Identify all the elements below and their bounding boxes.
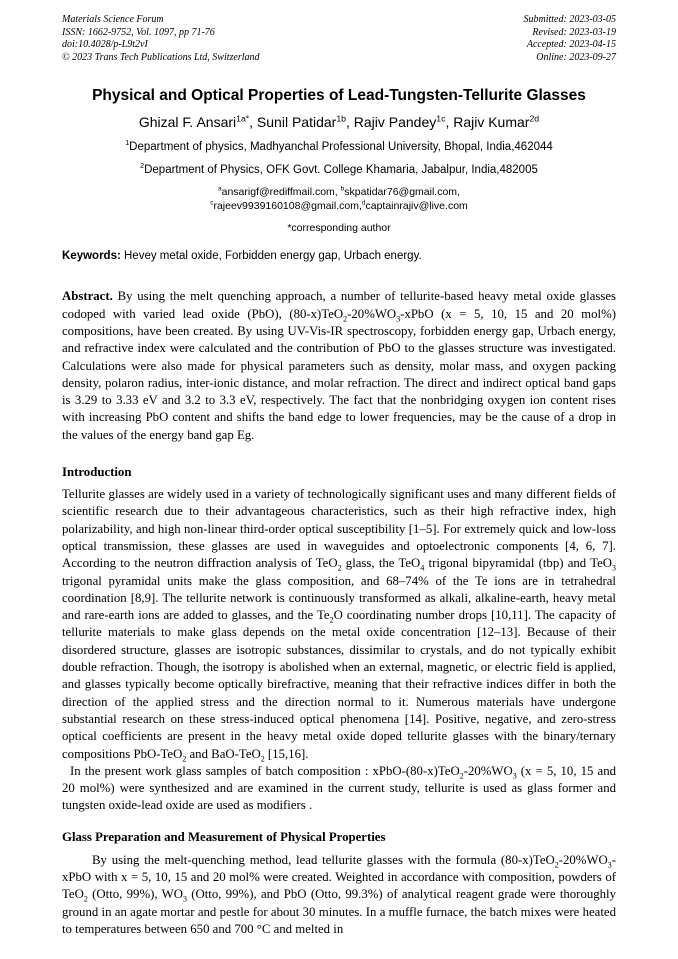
affiliation-1: $^1$Department of physics, Madhyanchal Professional University, Bhopal, India,462044 — [125, 139, 553, 154]
authors-line: Ghizal F. Ansari$^{1a*}$, Sunil Patidar$^{1b}$, Rajiv Pandey$^{1c}$, Rajiv Kumar$^{2d}$ — [138, 113, 540, 131]
glass-preparation-paragraph: By using the melt-quenching method, lead tellurite glasses with the formula $(80-x)TeO_2-20\%WO_3$-xPbO with x = 5, 10, 15 and 20 mol% were created. Weighted in accordance with composition, powders of TeO$_2$ (Otto, 99%), $WO_3$ (Otto, 99%), and PbO (Otto, 99.3%) of analytical reagent grade were thoroughly ground in an agate mortar and pestle for about 30 minutes. In a muffle furnace, the batch mixes were heated to temperatures between 650 and 700 °C and melted in — [62, 852, 616, 936]
revised-date: Revised: 2023-03-19 — [532, 26, 616, 38]
corresponding-author-note: *corresponding author — [287, 222, 391, 235]
journal-name: Materials Science Forum — [62, 14, 164, 25]
abstract-text: By using the melt quenching approach, a number of tellurite-based heavy metal oxide glasses codoped with varied lead oxide (PbO), $(80-x)TeO_2-20\%WO_3$-xPbO (x = 5, 10, 15 and 20 mol%) compositions, have been created. By using UV-Vis-IR spectroscopy, forbidden energy gap, Urbach energy, and refractive index were calculated and the contribution of PbO to the glasses structure was investigated. Calculations were also made for physical parameters such as density, molar mass, and oxygen packing density, polaron radius, inter-ionic distance, and molar refraction. The direct and indirect optical band gaps is 3.29 to 3.33 eV and 3.2 to 3.3 eV, respectively. The fact that the nonbridging oxygen ion content rises with increasing PbO content and shifts the band edge to lower frequencies, may be the cause of a drop in the values of the energy band gap Eg. — [62, 289, 616, 442]
emails-line-2: $^c$rajeev9939160108@gmail.com,$^d$captainrajiv@live.com — [210, 199, 468, 212]
abstract-paragraph — [62, 288, 616, 444]
introduction-paragraph-1: Tellurite glasses are widely used in a variety of technologically significant uses and many different fields of scientific research due to their advantageous characteristics, such as their high refractive index, high polarizability, and high non-linear third-order optical susceptibility [1–5]. For extremely quick and low-loss optical transmission, these glasses are used in waveguides and optoelectronic components [4, 6, 7]. According to the neutron diffraction analysis of TeO$_2$ glass, the TeO$_4$ trigonal bipyramidal (tbp) and TeO$_3$ trigonal pyramidal units make the glass composition, and 68–74% of the Te ions are in tetrahedral coordination [8,9]. The tellurite network is continuously transformed as alkali, alkaline-earth, heavy metal and rare-earth ions are added to glasses, and the $Te_2O$ coordinating number drops [10,11]. The capacity of tellurite materials to make glass depends on the metal oxide concentration [12–13]. Because of their disordered structure, glasses are isotropic substances, dissimilar to crystals, and do not typically exhibit double refraction. Though, the isotropy is abolished when an external, magnetic, or electric field is applied, and glasses typically become optically birefractive, meaning that their refractive indices differ in both the direction of the applied stress and the direction normal to it. Numerous materials have undergone substantial research on these stress-induced optical phenomena [14]. Positive, negative, and zero-stress optical coefficients are present in the heavy metal oxide doped tellurite glasses with the binary/ternary compositions PbO-TeO$_2$ and BaO-TeO$_2$ [15,16]. — [62, 487, 617, 764]
abstract-label: Abstract. — [62, 289, 113, 304]
keywords-line — [62, 250, 616, 262]
paper-title: Physical and Optical Properties of Lead-Tungsten-Tellurite Glasses — [92, 87, 586, 105]
introduction-paragraph-2: In the present work glass samples of batch composition : xPbO-$(80-x)TeO_2-20\%WO_3$ (x = 5, 10, 15 and 20 mol%) were synthesized and are examined in the current study, tellurite is used as glass former and tungsten oxide-lead oxide are used as modifiers . — [62, 763, 616, 813]
journal-header — [62, 14, 616, 64]
introduction-heading: Introduction — [62, 465, 132, 480]
journal-issn-line: ISSN: 1662-9752, Vol. 1097, pp 71-76 — [62, 26, 215, 38]
online-date: Online: 2023-09-27 — [536, 51, 616, 63]
submission-dates-block — [524, 14, 617, 64]
submitted-date: Submitted: 2023-03-05 — [523, 14, 616, 25]
glass-preparation-heading: Glass Preparation and Measurement of Physical Properties — [62, 829, 386, 844]
journal-copyright-line: © 2023 Trans Tech Publications Ltd, Switzerland — [62, 51, 260, 63]
emails-line-1: $^a$ansarigf@rediffmail.com, $^b$skpatidar76@gmail.com, — [218, 185, 460, 199]
journal-info-block — [62, 14, 260, 64]
keywords-label: Keywords: — [62, 250, 121, 263]
affiliation-2: $^2$Department of Physics, OFK Govt. College Khamaria, Jabalpur, India,482005 — [140, 162, 538, 177]
journal-doi-line: doi:10.4028/p-L9t2vI — [62, 39, 148, 51]
author-emails — [62, 186, 616, 213]
accepted-date: Accepted: 2023-04-15 — [526, 39, 616, 51]
keywords-text: Hevey metal oxide, Forbidden energy gap, Urbach energy. — [120, 250, 422, 263]
